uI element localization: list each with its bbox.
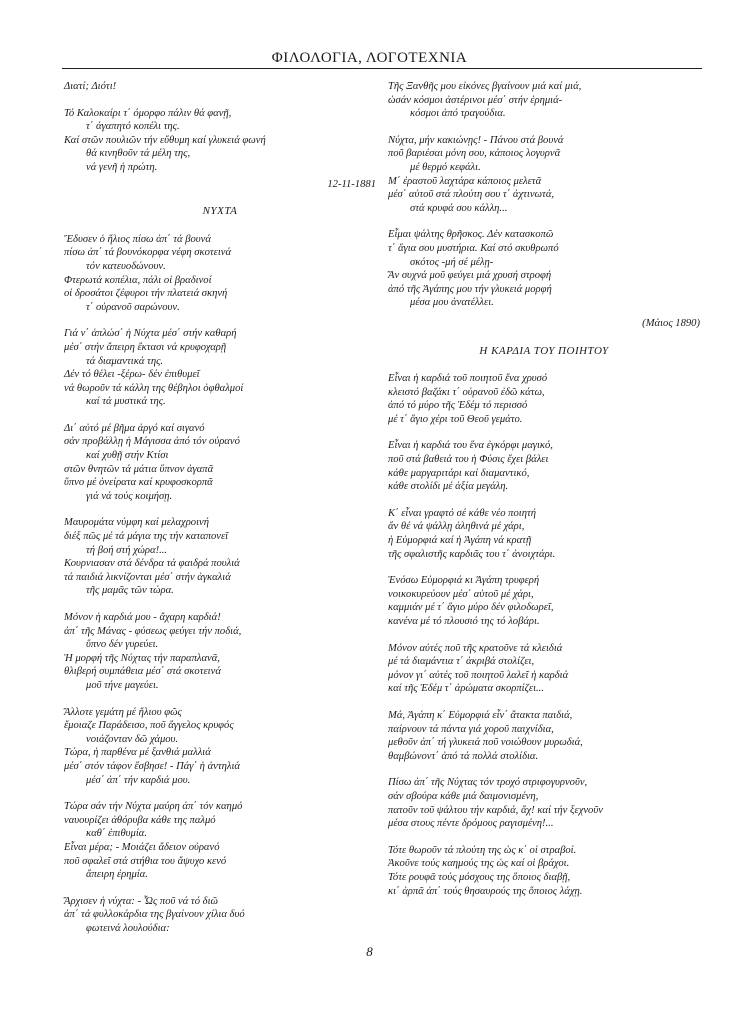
stanza	[388, 507, 700, 561]
verse-line: μέσ΄ στήν ἄπειρη ἔκτασι νά κρυφοχαρῇ	[64, 341, 227, 353]
verse-line: μέ θερμό κεφάλι.	[410, 161, 481, 173]
verse-line: φωτεινά λουλούδια:	[86, 922, 170, 934]
verse-line: ἀπ΄ τά φυλλοκάρδια της βγαίνουν χίλια δυό	[64, 909, 245, 921]
verse-line: Ἀκοῦνε τούς καημούς της ὡς καί οἱ βράχοι.	[388, 858, 570, 870]
verse-line: Καί στῶν πουλιῶν τήν εὔθυμη καί γλυκειά φωνή	[64, 134, 266, 146]
verse-line: ἀπ΄ τῆς Μάνας - φύσεως φεύγει τήν ποδιά,	[64, 625, 242, 637]
verse-line: Δέν τό θέλει -ξέρω- δέν ἐπιθυμεῖ	[64, 369, 200, 381]
poem-body	[388, 80, 700, 310]
verse-line: Εἶναι μέρα; - Μοιάζει ἄδειον οὐρανό	[64, 841, 220, 853]
stanza	[64, 233, 376, 315]
poem-date: 12-11-1881	[327, 178, 376, 190]
verse-line: Μ΄ ἐραστοῦ λαχτάρα κάποιος μελετᾶ	[388, 175, 542, 187]
verse-line: μέσ΄ στόν τάφον ἔσβησε! - Πάγ΄ ἡ ἀντηλιά	[64, 760, 240, 772]
verse-line: νά θωροῦν τά κάλλη της θέβηλοι ὀφθαλμοί	[64, 382, 244, 394]
verse-line: μέσ΄ ἀπ΄ τήν καρδιά μου.	[86, 774, 191, 786]
verse-line: διέξ πῶς μέ τά μάγια της τήν καταπονεῖ	[64, 531, 229, 543]
verse-line: ἄν θέ νά ψάλλῃ ἀληθινά μέ χάρι,	[388, 521, 525, 533]
verse-line: ἔμοιαζε Παράδεισο, ποῦ ἄγγελος κρυφός	[64, 720, 234, 732]
stanza	[388, 228, 700, 310]
verse-line: κάθε στολίδι μέ ἀξία μεγάλη.	[388, 481, 509, 493]
verse-line: νοιάζονταν δῶ χάμου.	[86, 733, 179, 745]
stanza	[388, 372, 700, 426]
stanza	[388, 844, 700, 898]
verse-line: μεθοῦν ἀπ΄ τή γλυκειά ποῦ νοιώθουν μυρωδιά,	[388, 737, 583, 749]
verse-line: Τότε θωροῦν τά πλούτη της ὡς κ΄ οἱ στραβοί.	[388, 844, 577, 856]
stanza	[64, 895, 376, 936]
verse-line: τῆς μαμᾶς τῶν τώρα.	[86, 585, 174, 597]
verse-line: Εἶμαι ψάλτης θρῆσκος. Δέν κατασκοπῶ	[388, 229, 554, 241]
verse-line: καί τά μυστικά της.	[86, 396, 166, 408]
stanza	[388, 134, 700, 216]
verse-line: μέσα μου ἀνατέλλει.	[410, 297, 494, 309]
verse-line: ἡ Εὐμορφιά καί ἡ Ἀγάπη νά κρατῇ	[388, 535, 532, 547]
verse-line: πατοῦν τοῦ ψάλτου τήν καρδιά, ἄχ! καί τήν ξεχνοῦν	[388, 804, 603, 816]
verse-line: τ΄ άγαπητό κοπέλι της.	[86, 121, 180, 133]
verse-line: σάν σβούρα κάθε μιά δαιμονισμένη,	[388, 790, 539, 802]
poem-body	[64, 233, 376, 936]
verse-line: ποῦ στά βαθειά του ἡ Φύσις ἔχει βάλει	[388, 454, 549, 466]
header-rule	[62, 68, 702, 69]
poem-title: Η ΚΑΡΔΙΑ ΤΟΥ ΠΟΙΗΤΟΥ	[479, 344, 609, 357]
stanza	[64, 800, 376, 882]
verse-line: θλιβερή συμπάθεια μέσ΄ στά σκοτεινά	[64, 666, 221, 678]
verse-line: ποῦ σφαλεῖ στά στήθια του ἄψυχο κενό	[64, 855, 227, 867]
verse-line: Μόνον ἡ καρδιά μου - ἄχαρη καρδιά!	[64, 612, 221, 623]
verse-line: πίσω ἀπ΄ τά βουνόκορφα νέφη σκοτεινά	[64, 247, 232, 259]
verse-line: κανένα μέ τό πλουσιό της τό λοβάρι.	[388, 616, 540, 627]
verse-line: τ΄ οὐρανοῦ σαρώνουν.	[86, 301, 180, 313]
verse-line: τόν κατευοδώνουν.	[86, 260, 166, 272]
verse-line: μοῦ τήνε μαγεύει.	[86, 679, 159, 691]
verse-line: καί τῆς Ἐδέμ τ΄ ἀρώματα σκορπίζει...	[388, 683, 544, 695]
verse-line: μέ τά διαμάντια τ΄ ἀκριβά στολίζει,	[388, 656, 535, 668]
verse-line: ἀπό τό μύρο τῆς Ἐδέμ τό περισσό	[388, 400, 528, 412]
stanza	[388, 642, 700, 696]
verse-line: Ἡ μορφή τῆς Νύχτας τήν παραπλανᾶ,	[64, 652, 220, 664]
verse-line: μέσα στους πέντε δρόμους ραγισμένη!...	[388, 818, 554, 830]
verse-line: οἱ δροσάτοι ζέφυροι τήν πλατειά σκηνή	[64, 288, 228, 300]
verse-line: γιά νά τούς κοιμήσῃ.	[86, 490, 173, 502]
verse-line: Ἄλλοτε γεμάτη μέ ἥλιου φῶς	[64, 706, 182, 718]
verse-line: Νύχτα, μήν κακιώνῃς! - Πάνου στά βουνά	[388, 134, 564, 146]
verse-line: νοικοκυρεύουν μέσ΄ αὐτοῦ μέ χάρι,	[388, 588, 534, 600]
page-header-title: ΦΙΛΟΛΟΓΙΑ, ΛΟΓΟΤΕΧΝΙΑ	[271, 50, 468, 66]
verse-line: τῆς σφαλιστῆς καρδιᾶς του τ΄ ἀνοιχτάρι.	[388, 548, 556, 560]
stanza	[388, 776, 700, 830]
verse-line: μέ τ΄ ἅγιο χέρι τοῦ Θεοῦ γεμάτο.	[388, 413, 523, 425]
verse-line: ὕπνο δέν γυρεύει.	[86, 639, 159, 651]
verse-line: Τώρα, ἡ παρθένα μέ ξανθιά μαλλιά	[64, 747, 211, 759]
verse-line: Μά, Ἀγάπη κ΄ Εὐμορφιά εἶν΄ ἄτακτα παιδιά,	[388, 709, 573, 721]
verse-line: τά διαμαντικά της.	[86, 355, 164, 367]
stanza	[388, 439, 700, 493]
stanza	[64, 327, 376, 409]
verse-line: καί χυθῇ στήν Κτίσι	[86, 450, 169, 462]
stanza	[64, 516, 376, 598]
verse-line: Εἶναι ἡ καρδιά του ἕνα ἐγκόρφι μαγικό,	[388, 440, 553, 452]
verse-line: Τῆς Ξανθῆς μου εἰκόνες βγαίνουν μιά καί μιά,	[388, 81, 582, 92]
verse-line: τά παιδιά λικνίζονται μέσ΄ στήν ἀγκαλιά	[64, 571, 231, 583]
poem-body	[388, 372, 700, 898]
verse-line: θαμβώνοντ΄ ἀπό τά πολλά στολίδια.	[388, 750, 539, 762]
verse-line: Τώρα σάν τήν Νύχτα μαύρη ἀπ΄ τόν καημό	[64, 801, 243, 813]
verse-line: Κουρνιασαν στά δένδρα τά φαιδρά πουλιά	[64, 558, 240, 570]
verse-line: ποῦ βαριέσαι μόνη σου, κάποιος λογυρνᾶ	[388, 148, 561, 160]
verse-line: ἄπειρη ἐρημία.	[86, 869, 148, 881]
verse-line: Φτερωτά κοπέλια, πάλι οἱ βραδινοί	[64, 274, 212, 286]
verse-line: Τό Καλοκαίρι τ΄ όμορφο πάλιν θά φανῇ,	[64, 107, 232, 119]
verse-line: Ἐνόσω Εὐμορφιά κι Ἀγάπη τρυφερή	[388, 575, 540, 587]
verse-line: Ἔδυσεν ὁ ἥλιος πίσω ἀπ΄ τά βουνά	[64, 233, 211, 245]
verse-line: νά γενῆ ἡ πρώτη.	[86, 161, 158, 173]
verse-line: Εἶναι ἡ καρδιά τοῦ ποιητοῦ ἕνα χρυσό	[388, 373, 548, 385]
left-column	[64, 80, 376, 948]
verse-line: Γιά ν΄ ἁπλώσ΄ ἡ Νύχτα μέσ΄ στήν καθαρή	[64, 328, 237, 340]
verse-line: ὡσάν κόσμοι ἀστέρινοι μέσ΄ στήν ἐρημιά-	[388, 94, 563, 106]
verse-line: Μαυρομάτα νύμφη καί μελαχροινή	[64, 517, 209, 529]
verse-line: κλειστό βαζάκι τ΄ οὐρανοῦ ἐδῶ κάτω,	[388, 386, 545, 398]
verse-line: τ΄ ἅγια σου μυστήρια. Καί στό σκυθρωπό	[388, 242, 559, 254]
page-number: 8	[366, 944, 373, 959]
verse-line: σάν προβάλλῃ ἡ Μάγισσα ἀπό τόν οὐρανό	[64, 436, 240, 448]
verse-line: ὕπνο μέ ὀνείρατα καί κρυφοσκορπᾶ	[64, 477, 213, 489]
verse-line: Ἄρχισεν ἡ νύχτα: - Ὦς ποῦ νά τό διῶ	[64, 895, 219, 907]
verse-line: μέσ΄ αὐτοῦ στά πλούτη σου τ΄ ἀχτινωτά,	[388, 189, 555, 201]
verse-line: σκότος -μή σέ μέλῃ-	[410, 256, 494, 268]
stanza	[388, 574, 700, 628]
stanza	[64, 80, 376, 94]
verse-line: τή βοή στή χώρα!...	[86, 544, 168, 556]
verse-line: Μόνον αὐτές ποῦ τῆς κρατοῦνε τά κλειδιά	[388, 642, 563, 654]
verse-line: μόνον γι΄ αὐτές τοῦ ποιητοῦ λαλεῖ ἡ καρδιά	[388, 669, 569, 681]
verse-line: κόσμοι ἀπό τραγούδια.	[410, 108, 506, 120]
verse-line: Δι΄ αὐτό μέ βῆμα ἀργό καί σιγανό	[64, 422, 205, 434]
right-column	[388, 80, 700, 911]
verse-line: Ἄν συχνά μοῦ φεύγει μιά χρυσή στροφή	[388, 270, 552, 282]
poem-date: (Μάιος 1890)	[642, 317, 700, 329]
verse-line: καμμιάν μέ τ΄ ἅγιο μύρο δέν φιλοδωρεῖ,	[388, 602, 554, 614]
stanza	[388, 80, 700, 121]
verse-line: Τότε ρουφᾶ τούς μόσχους της ὅποιος διαβῇ,	[388, 871, 571, 883]
verse-line: κάθε μαργαριτάρι καί διαμαντικό,	[388, 467, 530, 479]
stanza	[64, 611, 376, 693]
verse-line: καθ΄ ἐπιθυμία.	[86, 828, 147, 840]
verse-line: στά κρυφά σου κάλλη...	[410, 202, 508, 214]
poem-title: ΝΥΧΤΑ	[202, 205, 238, 218]
verse-line: στῶν θνητῶν τά μάτια ὕπνον ἀγαπᾶ	[64, 463, 214, 475]
verse-line: Διατί; Διότι!	[64, 81, 117, 92]
verse-line: κι΄ ἀρπᾶ ἀπ΄ τούς θησαυρούς της ὅποιος λάχῃ.	[388, 885, 583, 897]
verse-line: θά κινηθοῦν τά μέλη της,	[86, 148, 191, 160]
verse-line: ναυουρίζει ἀθόρυβα κάθε της παλμό	[64, 814, 216, 826]
stanza	[64, 706, 376, 788]
verse-line: παίρνουν τά πάντα γιά χοροῦ παιχνίδια,	[388, 723, 554, 735]
stanza	[388, 709, 700, 763]
verse-line: Κ΄ εἶναι γραφτό σέ κάθε νέο ποιητή	[388, 507, 537, 519]
stanza	[64, 422, 376, 504]
verse-line: ἀπό τῆς Ἀγάπης μου τήν γλυκειά μορφή	[388, 283, 552, 295]
verse-line: Πίσω ἀπ΄ τῆς Νύχτας τόν τροχό στριφογυρνοῦν,	[388, 777, 588, 789]
stanza	[64, 107, 376, 175]
